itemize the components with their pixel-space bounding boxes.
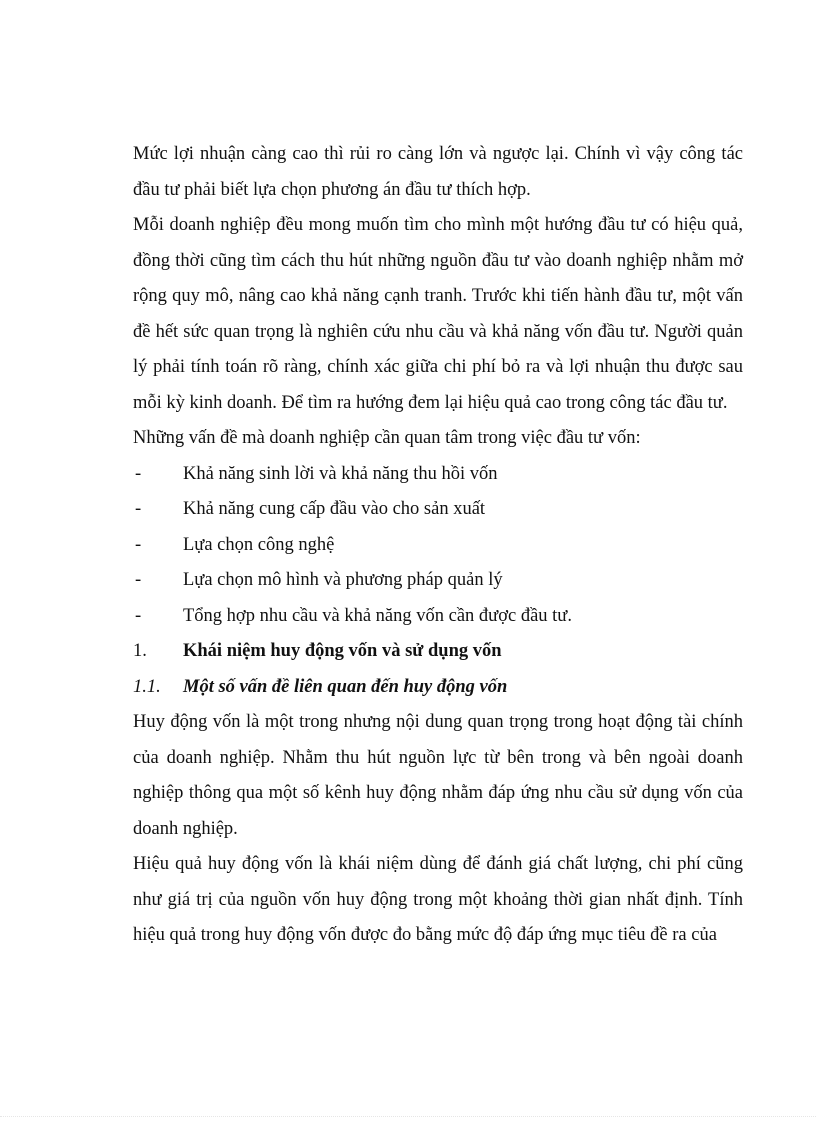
list-item — [133, 599, 743, 635]
section-title: Khái niệm huy động vốn và sử dụng vốn — [183, 641, 502, 661]
list-item — [133, 528, 743, 564]
subsection-title: Một số vấn đề liên quan đến huy động vốn — [183, 676, 508, 697]
bullet-dash: - — [135, 499, 142, 519]
paragraph-risk-return: Mức lợi nhuận càng cao thì rủi ro càng lớn và ngược lại. Chính vì vậy công tác đầu tư phải biết lựa chọn phương án đầu tư thích hợp. — [133, 144, 743, 200]
list-item-text: Khả năng cung cấp đầu vào cho sản xuất — [183, 499, 486, 519]
list-item-text: Lựa chọn công nghệ — [183, 534, 335, 555]
list-item — [133, 492, 743, 528]
paragraph-investment-concerns: Những vấn đề mà doanh nghiệp cần quan tâm trong việc đầu tư vốn: — [133, 428, 641, 448]
paragraph-investment-direction: Mỗi doanh nghiệp đều mong muốn tìm cho mình một hướng đầu tư có hiệu quả, đồng thời cũng tìm cách thu hút những nguồn đầu tư vào doanh nghiệp nhằm mở rộng quy mô, nâng cao khả năng cạnh tranh. Trước khi tiến hành đầu tư, một vấn đề hết sức quan trọng là nghiên cứu nhu cầu và khả năng vốn đầu tư. Người quản lý phải tính toán rõ ràng, chính xác giữa chi phí bỏ ra và lợi nhuận thu được sau mỗi kỳ kinh doanh. Để tìm ra hướng đem lại hiệu quả cao trong công tác đầu tư. — [133, 215, 743, 413]
list-item-text: Lựa chọn mô hình và phương pháp quản lý — [183, 570, 503, 590]
document-body — [133, 137, 743, 954]
section-number: 1. — [133, 641, 147, 661]
list-item — [133, 457, 743, 493]
bullet-dash: - — [135, 570, 142, 590]
paragraph-capital-mobilization: Huy động vốn là một trong nhưng nội dung quan trọng trong hoạt động tài chính của doanh nghiệp. Nhằm thu hút nguồn lực từ bên trong và bên ngoài doanh nghiệp thông qua một số kênh huy động nhằm đáp ứng nhu cầu sử dụng vốn của doanh nghiệp. — [133, 712, 743, 839]
list-item-text: Tổng hợp nhu cầu và khả năng vốn cần được đầu tư. — [183, 605, 572, 626]
page-bottom-border — [0, 1116, 816, 1117]
bullet-dash: - — [135, 463, 142, 484]
bullet-dash: - — [135, 534, 142, 555]
subsection-number: 1.1. — [133, 676, 161, 697]
bullet-dash: - — [135, 605, 142, 626]
list-item-text: Khả năng sinh lời và khả năng thu hồi vốn — [183, 463, 498, 484]
paragraph-mobilization-efficiency: Hiệu quả huy động vốn là khái niệm dùng để đánh giá chất lượng, chi phí cũng như giá trị của nguồn vốn huy động trong một khoảng thời gian nhất định. Tính hiệu quả trong huy động vốn được đo bằng mức độ đáp ứng mục tiêu đề ra của — [133, 854, 743, 945]
section-heading — [133, 634, 743, 670]
list-item — [133, 563, 743, 599]
subsection-heading — [133, 670, 743, 706]
